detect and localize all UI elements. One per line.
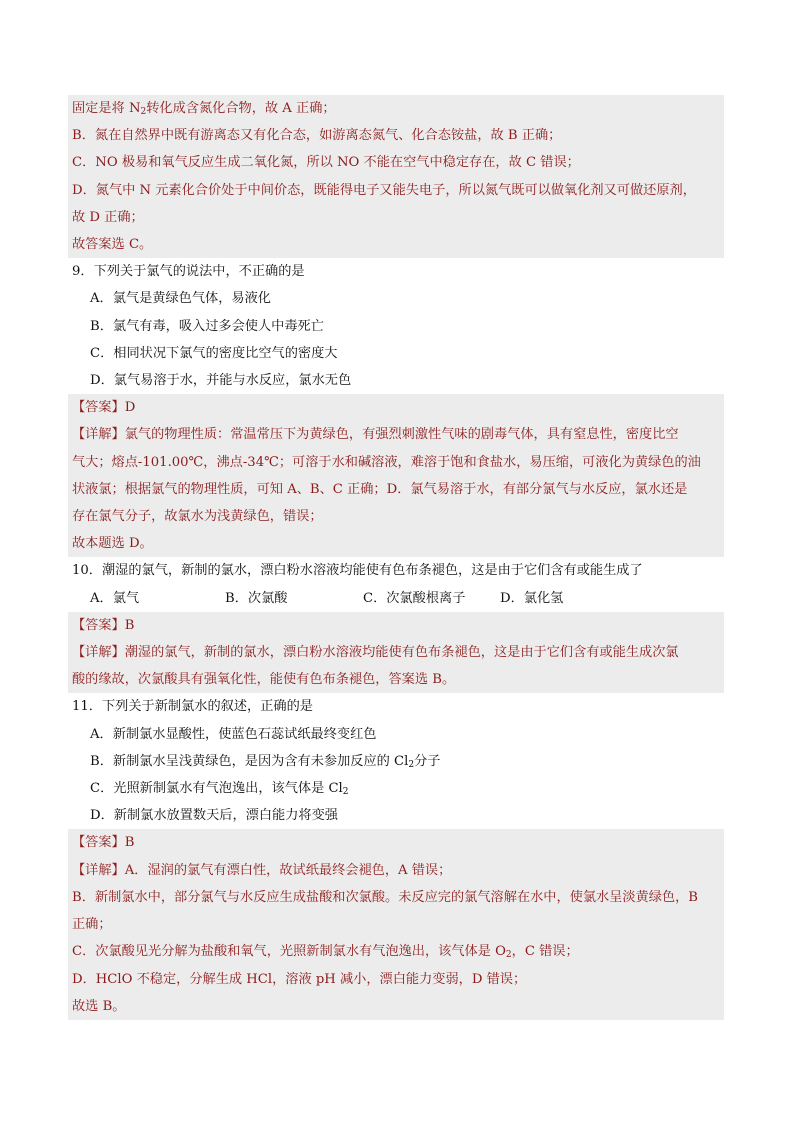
subscript: 2: [408, 759, 415, 770]
document-page: [68, 95, 724, 1020]
option-c: C．相同状况下氯气的密度比空气的密度大: [90, 345, 338, 361]
explanation-line: 气大；熔点-101.00℃，沸点-34℃；可溶于水和碱溶液，难溶于饱和食盐水，易压缩，可液化为黄绿色的油: [72, 454, 701, 470]
explanation-line: 存在氯气分子，故氯水为浅黄绿色，错误；: [72, 509, 323, 525]
subscript: 2: [342, 787, 349, 798]
explanation-line: D．HClO 不稳定，分解生成 HCl，溶液 pH 减小，漂白能力变弱，D 错误；: [72, 971, 527, 987]
text-span: 分子: [414, 753, 441, 769]
explanation-line: 状液氯；根据氯气的物理性质，可知 A、B、C 正确；D．氯气易溶于水，有部分氯气与水反应，氯水还是: [72, 481, 688, 497]
explanation-line: [72, 938, 720, 965]
text-span: 固定是将 N: [72, 101, 141, 116]
option-b: B．次氯酸: [225, 590, 288, 606]
text-span: 转化成含氮化合物，故 A 正确；: [146, 101, 336, 116]
option-d: D．氯气易溶于水，并能与水反应，氯水无色: [90, 373, 352, 389]
option-a: A．氯气: [90, 590, 140, 606]
q9-answer-block: [68, 394, 724, 557]
explanation-line: B．氮在自然界中既有游离态又有化合态，如游离态氮气、化合态铵盐，故 B 正确；: [72, 128, 562, 144]
text-span: B．新制氯水呈浅黄绿色，是因为含有未参加反应的 Cl: [90, 753, 409, 769]
question-stem-11: 11．下列关于新制氯水的叙述，正确的是: [72, 699, 313, 715]
option-a: A．氯气是黄绿色气体，易液化: [90, 291, 271, 307]
explanation-line: D．氮气中 N 元素化合价处于中间价态，既能得电子又能失电子，所以氮气既可以做氧化剂又可做还原剂，: [72, 182, 696, 198]
explanation-line: [72, 95, 720, 122]
option-b: [68, 748, 724, 775]
explanation-line: 正确；: [72, 917, 112, 933]
answer-label: 【答案】B: [72, 835, 135, 851]
option-b: B．氯气有毒，吸入过多会使人中毒死亡: [90, 318, 324, 334]
subscript: 2: [140, 107, 147, 117]
explanation-line: 故本题选 D。: [72, 536, 153, 552]
text-span: C．次氯酸见光分解为盐酸和氧气，光照新制氯水有气泡逸出，该气体是 O: [72, 944, 506, 960]
explanation-line: 酸的缘故，次氯酸具有强氧化性，能使有色布条褪色，答案选 B。: [72, 672, 456, 688]
explanation-line: 故选 B。: [72, 998, 126, 1014]
options-row: [68, 585, 724, 612]
explanation-line: B．新制氯水中，部分氯气与水反应生成盐酸和次氯酸。未反应完的氯气溶解在水中，使氯水呈淡黄绿色，B: [72, 889, 699, 905]
answer-label: 【答案】B: [72, 617, 135, 633]
text-span: C．光照新制氯水有气泡逸出，该气体是 Cl: [90, 781, 343, 797]
q10-answer-block: [68, 612, 724, 694]
explanation-line: 故 D 正确；: [72, 209, 144, 225]
subscript: 2: [505, 950, 512, 961]
option-d: D．氯化氢: [500, 590, 564, 606]
option-c: C．次氯酸根离子: [363, 590, 466, 606]
answer-label: 【答案】D: [72, 400, 136, 416]
explanation-line: C．NO 极易和氧气反应生成二氧化氮，所以 NO 不能在空气中稳定存在，故 C 错误；: [72, 155, 580, 171]
explanation-line: 【详解】潮湿的氯气，新制的氯水，漂白粉水溶液均能使有色布条褪色，这是由于它们含有或能生成次氯: [72, 645, 679, 661]
q11-answer-block: [68, 829, 724, 1019]
option-d: D．新制氯水放置数天后，漂白能力将变强: [90, 808, 338, 824]
option-c: [68, 775, 724, 802]
explanation-line: 【详解】A．湿润的氯气有漂白性，故试纸最终会褪色，A 错误；: [72, 862, 452, 878]
q8-explanation: [68, 95, 724, 258]
text-span: ，C 错误；: [511, 944, 579, 960]
question-stem-10: 10．潮湿的氯气，新制的氯水，漂白粉水溶液均能使有色布条褪色，这是由于它们含有或能生成了: [72, 563, 643, 579]
question-stem-9: 9．下列关于氯气的说法中，不正确的是: [72, 264, 305, 280]
option-a: A．新制氯水显酸性，使蓝色石蕊试纸最终变红色: [90, 726, 377, 742]
explanation-line: 【详解】氯气的物理性质：常温常压下为黄绿色，有强烈刺激性气味的剧毒气体，具有窒息性，密度比空: [72, 427, 679, 443]
explanation-line: 故答案选 C。: [72, 237, 153, 253]
